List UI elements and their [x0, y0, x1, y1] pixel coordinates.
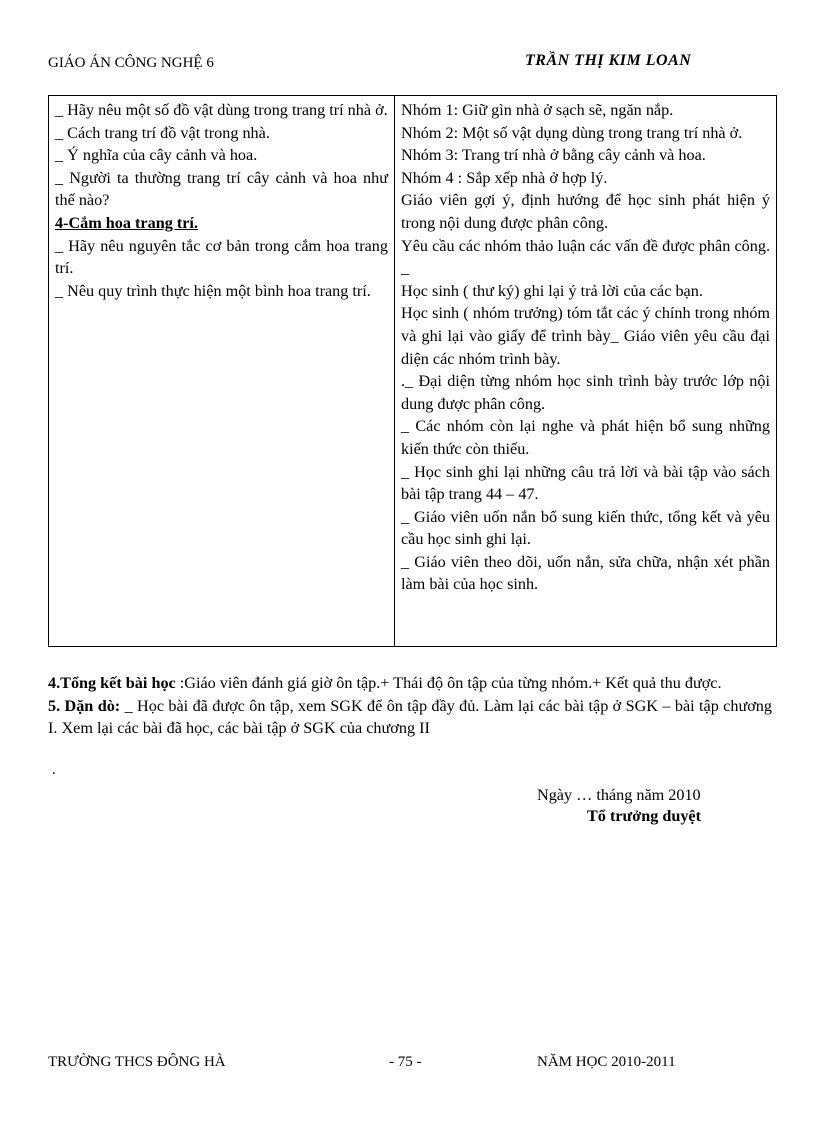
- activities-cell: [395, 96, 777, 647]
- activity-line: _ Giáo viên theo dõi, uốn nắn, sửa chữa, nhận xét phần làm bài của học sinh.: [401, 552, 770, 594]
- page-number: - 75 -: [389, 1054, 422, 1070]
- activity-line: Nhóm 1: Giữ gìn nhà ở sạch sẽ, ngăn nắp.: [401, 101, 674, 119]
- activity-line: Nhóm 2: Một số vật dụng dùng trong trang trí nhà ở.: [401, 123, 743, 142]
- summary-text: :Giáo viên đánh giá giờ ôn tập.+ Thái độ ôn tập của từng nhóm.+ Kết quả thu được.: [175, 674, 722, 692]
- lesson-summary: [48, 672, 772, 740]
- stray-dot: .: [52, 762, 56, 778]
- questions-cell: [49, 96, 395, 647]
- activity-line: ._ Đại diện từng nhóm học sinh trình bày trước lớp nội dung được phân công.: [401, 372, 770, 413]
- table-row: [49, 96, 777, 647]
- activity-line: Học sinh ( nhóm trưởng) tóm tắt các ý chính trong nhóm và ghi lại vào giấy để trình bày_ Giáo viên yêu cầu đại diện các nhóm trình bày.: [401, 304, 770, 368]
- question-line: _ Cách trang trí đồ vật trong nhà.: [55, 123, 270, 142]
- section-heading: 4-Cắm hoa trang trí.: [55, 213, 198, 232]
- lesson-table: [48, 95, 777, 647]
- activity-line: Giáo viên gợi ý, định hướng để học sinh phát hiện ý trong nội dung được phân công.: [401, 191, 770, 232]
- activity-line: _ Giáo viên uốn nắn bổ sung kiến thức, tổng kết và yêu cầu học sinh ghi lại.: [401, 507, 770, 549]
- activity-line: _ Các nhóm còn lại nghe và phát hiện bổ sung những kiến thức còn thiếu.: [401, 417, 770, 458]
- footer-school: TRƯỜNG THCS ĐÔNG HÀ: [48, 1054, 226, 1070]
- question-line: _ Người ta thường trang trí cây cảnh và hoa như thế nào?: [55, 168, 388, 210]
- footer-year: NĂM HỌC 2010-2011: [537, 1054, 676, 1070]
- activity-line: Yêu cầu các nhóm thảo luận các vấn đề được phân công. _: [401, 236, 770, 278]
- summary-label: 4.Tổng kết bài học: [48, 674, 176, 692]
- activity-line: _ Học sinh ghi lại những câu trả lời và bài tập vào sách bài tập trang 44 – 47.: [401, 462, 770, 504]
- signature-title: Tổ trưởng duyệt: [587, 807, 702, 825]
- signature-date: Ngày … tháng năm 2010: [537, 786, 701, 804]
- activity-line: Nhóm 3: Trang trí nhà ở bằng cây cảnh và hoa.: [401, 146, 706, 165]
- question-line: _ Nêu quy trình thực hiện một bình hoa trang trí.: [55, 281, 371, 300]
- homework-label: 5. Dặn dò:: [48, 696, 121, 715]
- question-line: _ Hãy nêu nguyên tắc cơ bản trong cắm hoa trang trí.: [55, 236, 388, 278]
- header-author: TRẦN THỊ KIM LOAN: [525, 52, 692, 69]
- summary-paragraph: [48, 672, 772, 695]
- question-line: _ Hãy nêu một số đồ vật dùng trong trang trí nhà ở.: [55, 101, 388, 119]
- header-left: GIÁO ÁN CÔNG NGHỆ 6: [48, 55, 214, 71]
- activity-line: Nhóm 4 : Sắp xếp nhà ở hợp lý.: [401, 168, 608, 187]
- activity-line: Học sinh ( thư ký) ghi lại ý trả lời của các bạn.: [401, 281, 703, 300]
- homework-text: _ Học bài đã được ôn tập, xem SGK để ôn tập đầy đủ. Làm lại các bài tập ở SGK – bài tập chương I. Xem lại các bài đã học, các bài tập ở SGK của chương II: [48, 696, 772, 738]
- question-line: _ Ý nghĩa của cây cảnh và hoa.: [55, 146, 258, 165]
- homework-paragraph: [48, 695, 772, 740]
